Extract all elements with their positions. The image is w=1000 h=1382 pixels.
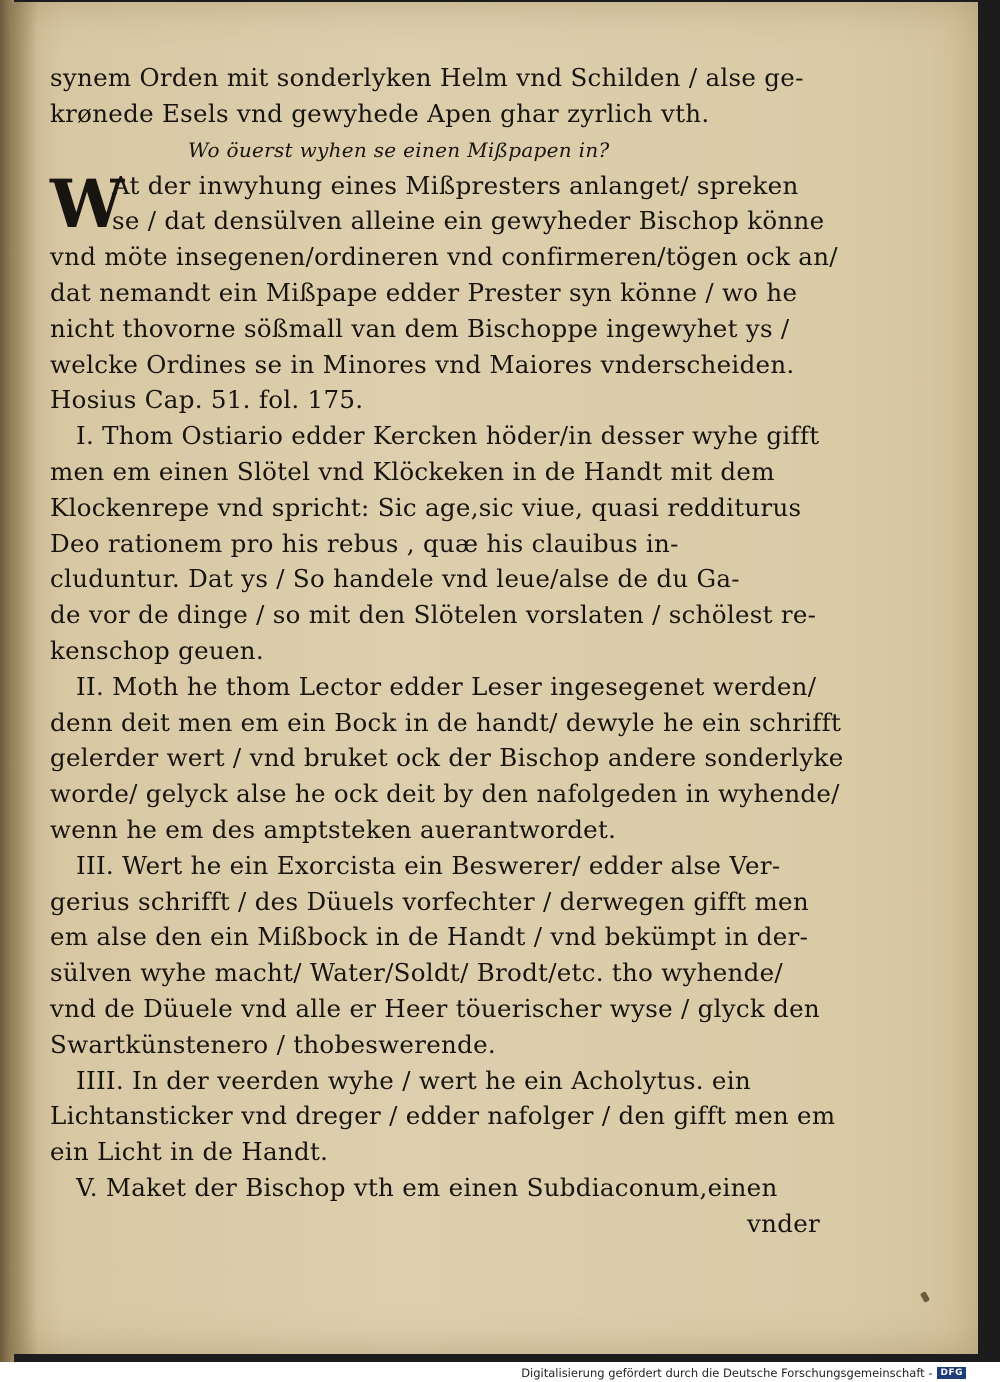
text-line: synem Orden mit sonderlyken Helm vnd Schilden / alse ge- [50,63,804,92]
text-line: men em einen Slötel vnd Klöckeken in de Handt mit dem [50,456,775,486]
text-line: em alse den ein Mißbock in de Handt / vnd bekümpt in der- [50,922,809,952]
text-line: Swartkünstenero / thobeswerende. [50,1029,496,1059]
text-line: denn deit men em ein Bock in de handt/ dewyle he ein schrifft [50,707,842,737]
text-line: krønede Esels vnd gewyhede Apen ghar zyrlich vth. [50,98,710,128]
drop-capital: W [50,164,125,243]
section-heading: Wo öuerst wyhen se einen Mißpapen in? [188,137,610,162]
text-line: Lichtansticker vnd dreger / edder nafolger / den gifft men em [50,1101,836,1131]
text-line: gelerder wert / vnd bruket ock der Bischop andere sonderlyke [50,743,844,773]
text-line: Klockenrepe vnd spricht: Sic age,sic viue, quasi redditurus [50,492,802,522]
text-line: worde/ gelyck alse he ock deit by den nafolgeden in wyhende/ [50,779,840,809]
dfg-logo-icon: DFG [937,1367,966,1379]
text-line: vnd möte insegenen/ordineren vnd confirmeren/tögen ock an/ [50,242,838,272]
text-line: nicht thovorne sößmall van dem Bischoppe ingewyhet ys / [50,313,790,343]
text-line: welcke Ordines se in Minores vnd Maiores vnderscheiden. [50,349,795,379]
numbered-paragraph-first-line: IIII. In der veerden wyhe / wert he ein Acholytus. ein [76,1065,751,1095]
page-text [50,60,844,1242]
text-line: dat nemandt ein Mißpape edder Prester syn könne / wo he [50,277,798,307]
text-line: se / dat densülven alleine ein gewyheder Bischop könne [112,206,825,236]
book-page [10,2,978,1354]
page-gutter-shadow [10,2,38,1354]
numbered-paragraph-first-line: II. Moth he thom Lector edder Leser ingesegenet werden/ [76,671,817,701]
text-line: wenn he em des amptsteken auerantwordet. [50,814,617,844]
text-line: cluduntur. Dat ys / So handele vnd leue/alse de du Ga- [50,564,740,594]
text-line: At der inwyhung eines Mißpresters anlanget/ spreken [112,170,799,200]
dropcap-paragraph [50,164,825,243]
numbered-paragraph-first-line: III. Wert he ein Exorcista ein Beswerer/ edder alse Ver- [76,850,781,880]
text-line: vnd de Düuele vnd alle er Heer töuerischer wyse / glyck den [50,993,820,1023]
text-line: sülven wyhe macht/ Water/Soldt/ Brodt/etc. tho wyhende/ [50,958,783,988]
citation-line: Hosius Cap. 51. fol. 175. [50,385,364,415]
digitization-footer [521,1366,966,1380]
text-line: de vor de dinge / so mit den Slötelen vorslaten / schölest re- [50,600,817,630]
numbered-paragraph-first-line: V. Maket der Bischop vth em einen Subdiaconum,einen [76,1172,778,1202]
footer-credit-text: Digitalisierung gefördert durch die Deutsche Forschungsgemeinschaft - [521,1366,933,1380]
numbered-paragraph-first-line: I. Thom Ostiario edder Kercken höder/in desser wyhe gifft [76,421,820,451]
text-line: kenschop geuen. [50,635,264,665]
catchword: vnder [746,1208,820,1238]
latin-line: Deo rationem pro his rebus , quæ his clauibus in- [50,528,679,558]
text-line: ein Licht in de Handt. [50,1137,329,1167]
text-line: gerius schrifft / des Düuels vorfechter / derwegen gifft men [50,886,809,916]
